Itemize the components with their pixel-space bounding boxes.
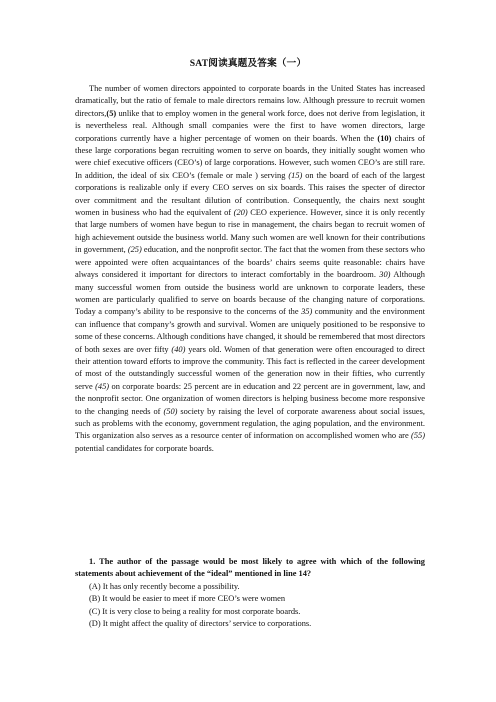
line-marker: (20) [233,208,248,218]
passage-text: CEO experience. However, since it is only recently that large numbers of women have begun to rise in management, the chairs began to recruit women of high achievement outside the business world. Many such women are well known for their contributions in government, [75,208,425,255]
line-marker: (50) [163,406,178,416]
line-marker: 30) [379,270,391,280]
answer-option-b: (B) It would be easier to meet if more CEO’s were women [89,594,286,604]
line-marker: (40) [171,344,186,354]
passage-text: society by raising the level of corporate awareness about social issues, such as problems with the economy, government regulation, the aging population, and the environment. This organization also serves as a resource center of information on accomplished women who are [75,406,425,441]
answer-option-c: (C) It is very close to being a reality for most corporate boards. [89,606,301,616]
line-marker: (10) [377,133,392,143]
line-marker: (5) [106,108,117,118]
passage-text: community and the environment can influence that company’s growth and survival. Women are uniquely positioned to be responsive to some of these concerns. Although conditions have changed, it should be remembered that most directors of both sexes are over fifty [75,307,425,354]
passage-text: potential candidates for corporate boards. [75,443,214,453]
line-marker: (45) [95,381,110,391]
passage-text: years old. Women of that generation were often encouraged to direct their attention toward efforts to improve the community. This fact is reflected in the career development of most of the outstandingly successful women of the generation now in their fifties, who currently serve [75,344,426,391]
reading-passage [75,83,425,455]
line-marker: (15) [288,170,303,180]
question-stem: 1. The author of the passage would be most likely to agree with which of the following statements about achievement of the “ideal” mentioned in line 14? [75,557,425,579]
line-marker: 35) [301,307,313,317]
line-marker: (55) [411,431,425,441]
passage-text: on corporate boards: 25 percent are in education and 22 percent are in government, law, and the nonprofit sector. One organization of women directors is helping business become more responsive to the changing needs of [75,381,426,416]
passage-text: on the board of each of the largest corporations is realizable only if every CEO serves on six boards. This raises the specter of director over commitment and the resultant dilution of contribution. Consequently, the chairs next sought women in business who had the equivalent of [75,170,425,218]
answer-option-a: (A) It has only recently become a possibility. [89,582,240,591]
passage-text: The number of women directors appointed to corporate boards in the United States has increased dramatically, but the ratio of female to male directors remains low. Although pressure to recruit women directors, [75,84,425,118]
passage-text: chairs of these large corporations began recruiting women to serve on boards, they initially sought women who were chief executive officers (CEO’s) of large corporations. However, such women CEO’s are still rare. In addition, the ideal of six CEO’s (female or male ) serving [75,133,425,180]
answer-options [89,581,425,631]
answer-option-d: (D) It might affect the quality of directors’ service to corporations. [89,619,312,629]
passage-text: education, and the nonprofit sector. The fact that the women from these sectors who were appointed were often acquaintances of the boards’ chairs seems quite reasonable: chairs have always considered it important for directors to interact comfortably in the boardroom. [75,245,425,280]
passage-text: Although many successful women from outside the business world are unknown to corporate leaders, these women are particularly qualified to serve on boards because of the changing nature of corporations. Today a company’s ability to be responsive to the concerns of the [75,270,425,317]
line-marker: (25) [127,245,142,255]
document-title: SAT阅读真题及答案（一） [189,58,307,69]
passage-text: unlike that to employ women in the general work force, does not derive from legislation, it is nevertheless real. Although small companies were the first to have women directors, large corporations currently have a higher percentage of women on their boards. When the [75,108,425,143]
